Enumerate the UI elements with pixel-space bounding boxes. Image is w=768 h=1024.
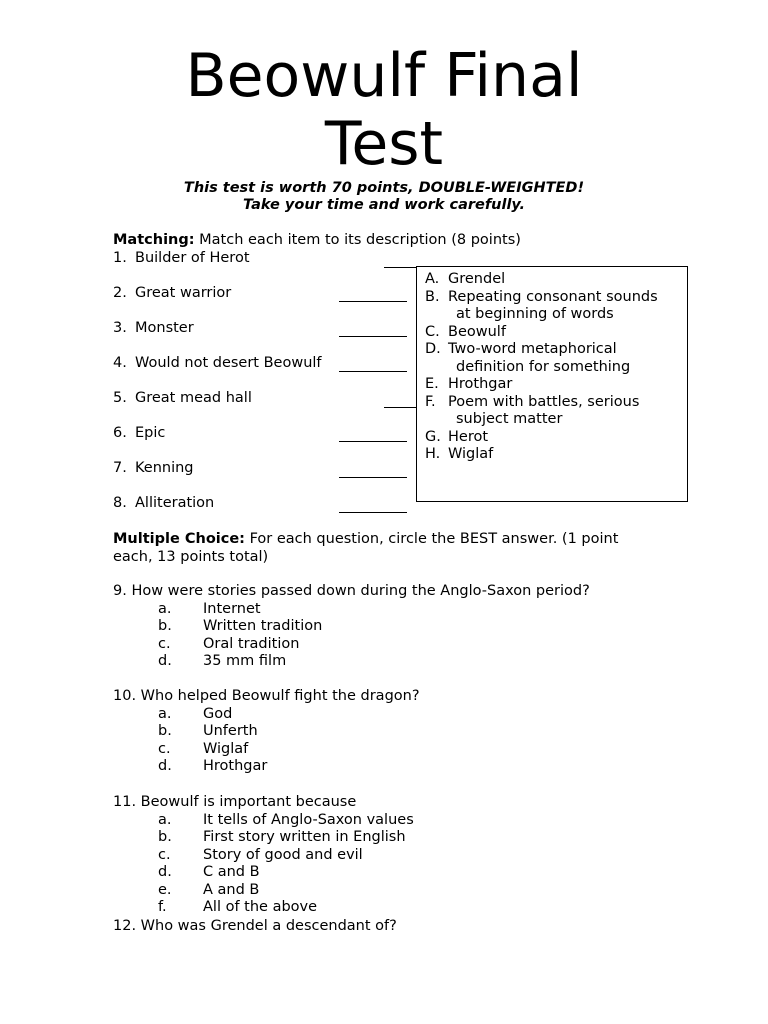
- matching-item: [113, 390, 252, 408]
- multiple-choice-text-2: each, 13 points total): [113, 548, 269, 565]
- answer-choice[interactable]: e. A and B: [158, 881, 260, 898]
- answer-blank-4[interactable]: [339, 371, 407, 372]
- answer-choice[interactable]: d. Hrothgar: [158, 758, 268, 774]
- instructions-line-2: Take your time and work carefully.: [242, 197, 526, 213]
- title-line-2: Test: [324, 109, 444, 179]
- answer-option: G. Herot: [425, 428, 489, 445]
- matching-item: [113, 425, 165, 443]
- question-10: [113, 688, 420, 776]
- multiple-choice-text-1: For each question, circle the BEST answer. (1 point: [249, 531, 619, 547]
- matching-answer-box: [416, 266, 688, 502]
- answer-blank-8[interactable]: [339, 512, 407, 513]
- answer-choice[interactable]: d. 35 mm film: [158, 653, 287, 669]
- answer-choice[interactable]: a. Internet: [158, 600, 261, 617]
- answer-choice[interactable]: a. God: [158, 705, 233, 722]
- answer-choice[interactable]: b. First story written in English: [158, 829, 406, 845]
- item-label: Epic: [135, 425, 166, 441]
- answer-option: H. Wiglaf: [425, 446, 494, 462]
- answer-choice[interactable]: a. It tells of Anglo-Saxon values: [158, 811, 414, 828]
- answer-option: A. Grendel: [425, 271, 506, 287]
- answer-choice[interactable]: b. Written tradition: [158, 618, 323, 634]
- answer-option-continued: subject matter: [456, 411, 563, 427]
- page-title: [0, 42, 768, 178]
- matching-text: Match each item to its description (8 points): [199, 232, 521, 248]
- matching-item: [113, 355, 322, 373]
- answer-choice[interactable]: c. Oral tradition: [158, 635, 300, 652]
- matching-item: [113, 250, 250, 268]
- item-label: Monster: [135, 320, 194, 336]
- item-number: 8.: [113, 495, 127, 511]
- answer-choice[interactable]: f. All of the above: [158, 899, 318, 915]
- test-instructions: [0, 180, 768, 214]
- item-number: 6.: [113, 425, 127, 441]
- question-9: [113, 583, 590, 671]
- title-line-1: Beowulf Final: [185, 41, 583, 111]
- item-number: 2.: [113, 285, 127, 301]
- matching-item: [113, 320, 194, 338]
- answer-option-continued: definition for something: [456, 358, 631, 375]
- item-label: Great mead hall: [135, 390, 252, 406]
- matching-instructions: [113, 232, 521, 250]
- question-prompt: 9. How were stories passed down during the Anglo-Saxon period?: [113, 583, 590, 599]
- item-label: Alliteration: [135, 495, 215, 511]
- matching-item: [113, 495, 214, 513]
- item-number: 4.: [113, 355, 127, 371]
- item-number: 1.: [113, 250, 127, 266]
- answer-blank-6[interactable]: [339, 441, 407, 442]
- matching-item: [113, 460, 194, 478]
- answer-choice[interactable]: b. Unferth: [158, 723, 258, 739]
- question-prompt: 12. Who was Grendel a descendant of?: [113, 918, 397, 934]
- item-number: 7.: [113, 460, 127, 476]
- multiple-choice-heading: Multiple Choice:: [113, 531, 245, 547]
- item-number: 5.: [113, 390, 127, 406]
- answer-choice[interactable]: c. Story of good and evil: [158, 846, 363, 863]
- answer-choice[interactable]: c. Wiglaf: [158, 740, 249, 757]
- item-label: Great warrior: [135, 285, 232, 301]
- item-label: Kenning: [135, 460, 194, 476]
- answer-blank-1[interactable]: [384, 267, 416, 268]
- matching-item: [113, 285, 231, 303]
- question-12: [113, 918, 397, 936]
- item-label: Builder of Herot: [135, 250, 250, 266]
- question-prompt: 11. Beowulf is important because: [113, 794, 357, 810]
- answer-blank-3[interactable]: [339, 336, 407, 337]
- answer-option: B. Repeating consonant sounds: [425, 288, 658, 305]
- multiple-choice-instructions: [113, 531, 618, 566]
- answer-option: D. Two-word metaphorical: [425, 341, 617, 357]
- answer-blank-2[interactable]: [339, 301, 407, 302]
- answer-option: E. Hrothgar: [425, 376, 513, 392]
- item-number: 3.: [113, 320, 127, 336]
- instructions-line-1: This test is worth 70 points, DOUBLE-WEIGHTED!: [183, 180, 585, 196]
- answer-option: C. Beowulf: [425, 323, 506, 340]
- matching-heading: Matching:: [113, 232, 195, 248]
- answer-option-continued: at beginning of words: [456, 306, 614, 322]
- item-label: Would not desert Beowulf: [135, 355, 322, 371]
- question-11: [113, 794, 414, 917]
- answer-blank-5[interactable]: [384, 407, 416, 408]
- answer-blank-7[interactable]: [339, 477, 407, 478]
- answer-choice[interactable]: d. C and B: [158, 864, 260, 880]
- answer-option: F. Poem with battles, serious: [425, 393, 640, 410]
- question-prompt: 10. Who helped Beowulf fight the dragon?: [113, 688, 420, 704]
